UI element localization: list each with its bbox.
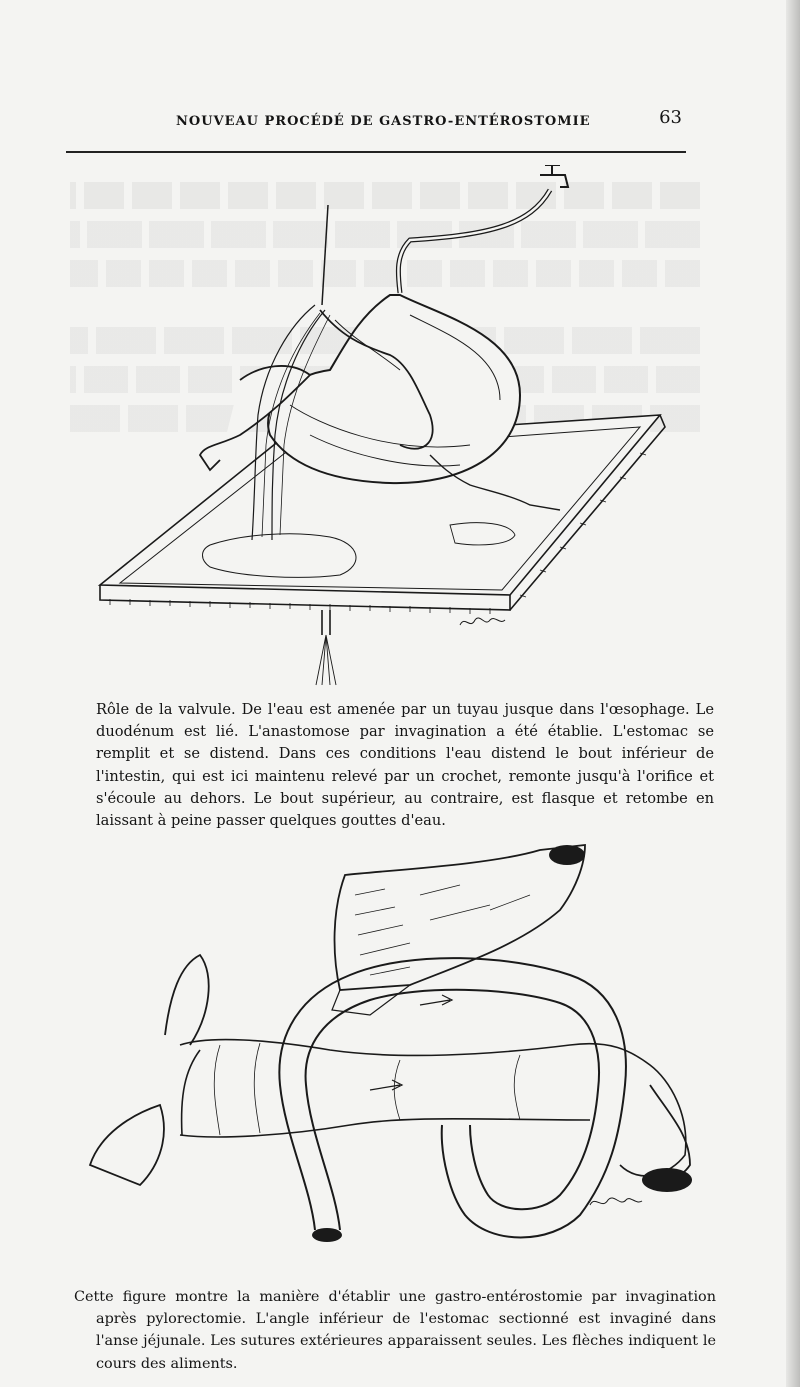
figure-2-caption: Cette figure montre la manière d'établir une gastro-entérostomie par invagination après pylorectomie. L'angle inférieur de l'estomac sectionné est invaginé dans l'anse jéjunale. Les sutures extérieures apparaissent seules. Les flèches indiquent le cours des aliments. [74,1289,716,1372]
running-title: NOUVEAU PROCÉDÉ DE GASTRO-ENTÉROSTOMIE [176,114,591,129]
running-header [66,104,686,134]
header-rule [66,151,686,153]
figure-1-illustration [90,165,680,690]
page-edge-shadow [786,0,800,1387]
page-number: 63 [659,107,682,128]
figure-1-caption: Rôle de la valvule. De l'eau est amenée par un tuyau jusque dans l'œsophage. Le duodénum est lié. L'anastomose par invagination a été établie. L'estomac se remplit et se distend. Dans ces conditions l'eau distend le bout inférieur de l'intestin, qui est ici maintenu relevé par un crochet, remonte jusqu'à l'orifice et s'écoule au dehors. Le bout supérieur, au contraire, est flasque et retombe en laissant à peine passer quelques gouttes d'eau. [96,701,714,830]
figure-2-illustration [70,835,700,1255]
